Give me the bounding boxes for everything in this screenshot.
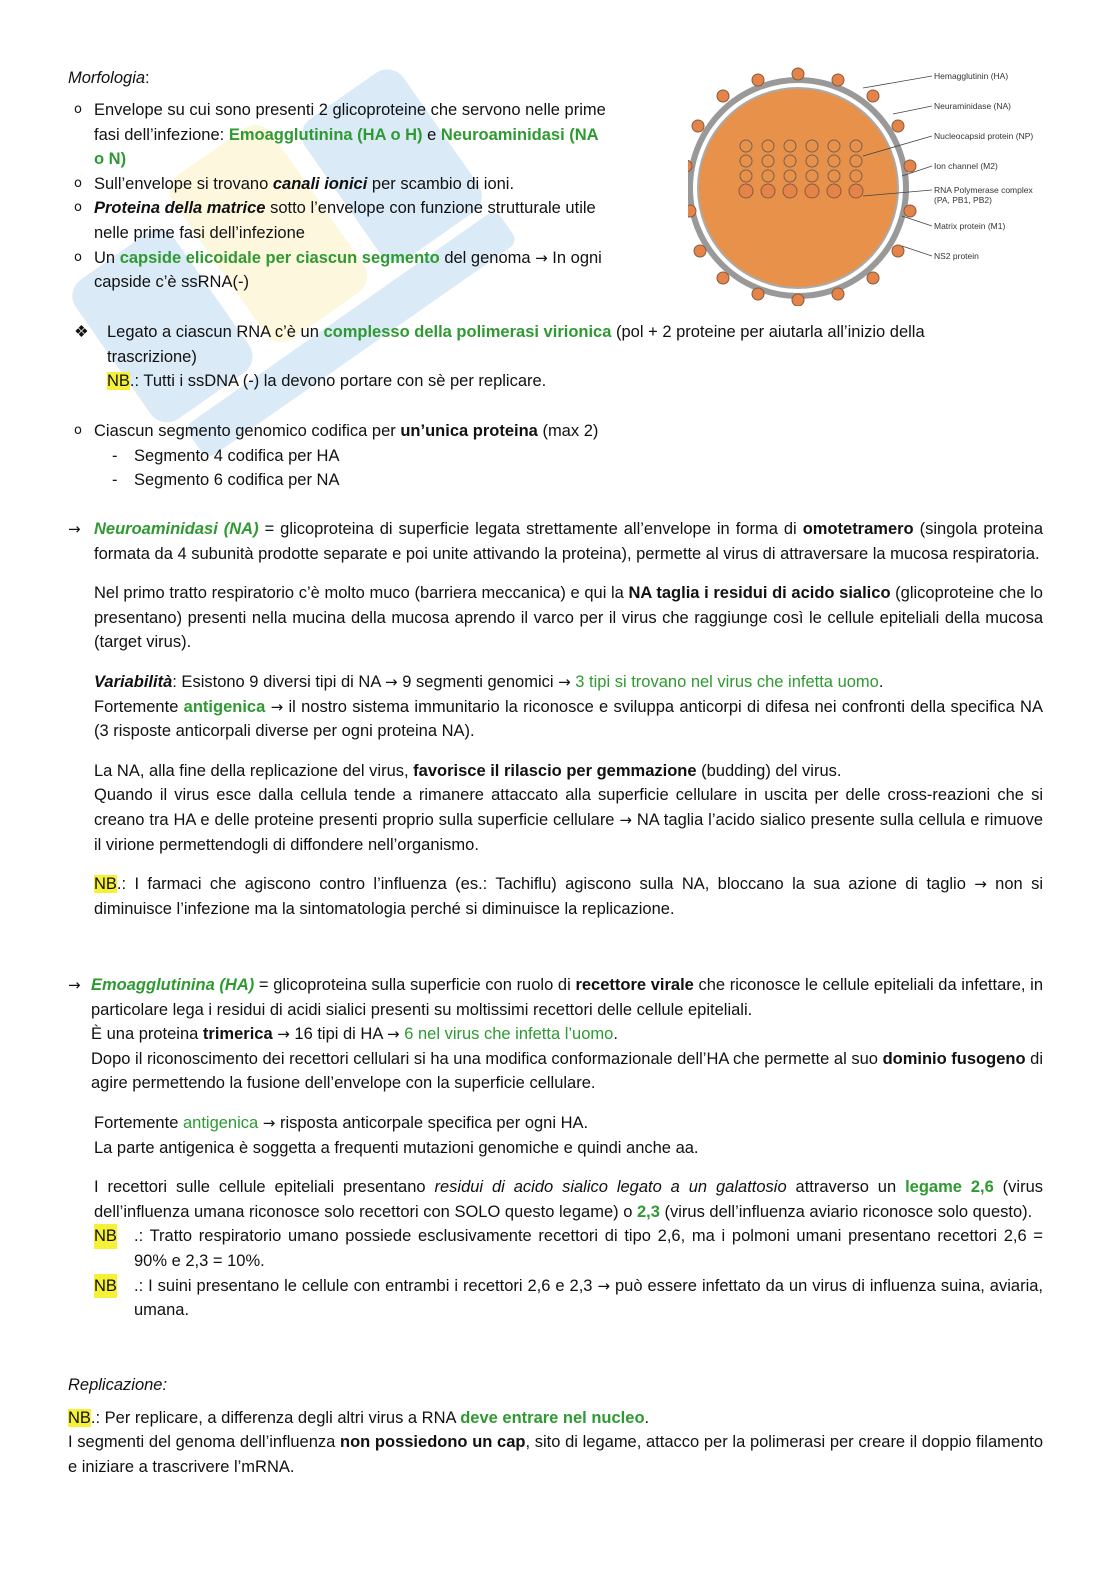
arrow-icon: → (68, 976, 81, 994)
virion-core (698, 88, 898, 288)
nb-highlight: NB (94, 875, 117, 894)
list-item: - Segmento 4 codifica per HA (112, 446, 340, 465)
polimerasi-block: ❖ Legato a ciascun RNA c’è un complesso della polimerasi virionica (pol + 2 proteine per aiutarla all’inizio della trascrizione) NB.: Tutti i ssDNA (-) la devono portare con sè per replicare. (74, 320, 1044, 394)
nb-highlight: NB (94, 1274, 117, 1299)
nb-highlight: NB (107, 372, 130, 391)
ha-title: Emoagglutinina (HA) (91, 976, 255, 994)
nb-highlight: NB (68, 1408, 91, 1427)
arrow-icon: → (68, 520, 81, 538)
morfologia-heading: Morfologia: (68, 69, 150, 87)
list-item: - Segmento 6 codifica per NA (112, 471, 340, 490)
replicazione-section: Replicazione: NB.: Per replicare, a differenza degli altri virus a RNA deve entrare nel nucleo. I segmenti del genoma dell’influenza non possiedono un cap, sito di legame, attacco per la polimerasi per creare il doppio filamento e iniziare a trascrivere l’mRNA. (68, 1373, 1043, 1479)
label-rna-polymerase: RNA Polymerase complex (934, 185, 1033, 195)
replicazione-heading: Replicazione: (68, 1376, 168, 1394)
na-title: Neuroaminidasi (NA) (94, 520, 259, 538)
influenza-virion-diagram (688, 66, 1048, 306)
na-section: → Neuroaminidasi (NA) = glicoproteina di superficie legata strettamente all’envelope in forma di omotetramero (singola proteina formata da 4 subunità prodotte separate e poi unite attivando la proteina), permette al virus di attraversare la mucosa respiratoria. Nel primo tratto respiratorio c’è molto muco (barriera meccanica) e qui la NA taglia i residui di acido sialico (glicoproteine che lo presentano) presenti nella mucina della mucosa aprendo il varco per il virus che raggiunge così le cellule epiteliali della mucosa (target virus). Variabilità: Esistono 9 diversi tipi di NA → 9 segmenti genomici → 3 tipi si trovano nel virus che infetta uomo. Fortemente antigenica → il nostro sistema immunitario la riconosce e sviluppa anticorpi di difesa nei confronti della specifica NA (3 risposte anticorpali diverse per ogni proteina NA). La NA, alla fine della replicazione del virus, favorisce il rilascio per gemmazione (budding) del virus. Quando il virus esce dalla cellula tende a rimanere attaccato alla superficie cellulare in uscita per delle cross-reazioni che si creano tra HA e delle proteine presenti proprio sulla superficie cellulare → NA taglia l’acido sialico presente sulla cellula e rimuove il virione permettendogli di diffondere nell’organismo. NB.: I farmaci che agiscono contro l’influenza (es.: Tachiflu) agiscono sulla NA, bloccano la sua azione di taglio → non si diminuisce l’infezione ma la sintomatologia perché si diminuisce la replicazione. (68, 517, 1043, 921)
nb-note: NB .: Tratto respiratorio umano possiede esclusivamente recettori di tipo 2,6, ma i polmoni umani presentano recettori 2,6 = 90% e 2,3 = 10%. (94, 1224, 1043, 1273)
segmenti-block (74, 419, 974, 493)
list-item: o Proteina della matrice sotto l’envelope con funzione strutturale utile nelle prime fasi dell’infezione (74, 199, 596, 242)
label-matrix-protein: Matrix protein (M1) (934, 221, 1006, 231)
label-ns2-protein: NS2 protein (934, 251, 979, 261)
list-item: o Sull’envelope si trovano canali ionici per scambio di ioni. (74, 174, 515, 193)
label-hemagglutinin: Hemagglutinin (HA) (934, 71, 1009, 81)
morfologia-list (74, 98, 674, 295)
list-item: o Ciascun segmento genomico codifica per un’unica proteina (max 2) (74, 422, 599, 440)
label-neuraminidase: Neuraminidase (NA) (934, 101, 1011, 111)
diamond-bullet-icon: ❖ (74, 323, 89, 341)
label-ion-channel: Ion channel (M2) (934, 161, 998, 171)
list-item: o Envelope su cui sono presenti 2 glicoproteine che servono nelle prime fasi dell’infezione: Emoagglutinina (HA o H) e Neuroaminidasi (NA o N) (74, 101, 606, 169)
label-nucleocapsid: Nucleocapsid protein (NP) (934, 131, 1034, 141)
list-item: o Un capside elicoidale per ciascun segmento del genoma → In ogni capside c’è ssRNA(-) (74, 248, 602, 292)
ha-section: → Emoagglutinina (HA) = glicoproteina sulla superficie con ruolo di recettore virale che riconosce le cellule epiteliali da infettare, in particolare lega i residui di acidi sialici presenti su moltissimi recettori delle cellule epiteliali. È una proteina trimerica → 16 tipi di HA → 6 nel virus che infetta l’uomo. Dopo il riconoscimento dei recettori cellulari si ha una modifica conformazionale dell’HA che permette al suo dominio fusogeno di agire permettendo la fusione dell’envelope con la superficie cellulare. Fortemente antigenica → risposta anticorpale specifica per ogni HA. La parte antigenica è soggetta a frequenti mutazioni genomiche e quindi anche aa. I recettori sulle cellule epiteliali presentano residui di acido sialico legato a un galattosio attraverso un legame 2,6 (virus dell’influenza umana riconosce solo recettori con SOLO questo legame) o 2,3 (virus dell’influenza aviario riconosce solo questo). NB .: Tratto respiratorio umano possiede esclusivamente recettori di tipo 2,6, ma i polmoni umani presentano recettori 2,6 = 90% e 2,3 = 10%. NB .: I suini presentano le cellule con entrambi i recettori 2,6 e 2,3 → può essere infettato da un virus di influenza suina, aviaria, umana. (68, 973, 1043, 1323)
label-rna-polymerase-sub: (PA, PB1, PB2) (934, 195, 992, 205)
nb-note: NB .: I suini presentano le cellule con entrambi i recettori 2,6 e 2,3 → può essere infettato da un virus di influenza suina, aviaria, umana. (94, 1274, 1043, 1323)
nb-highlight: NB (94, 1224, 117, 1249)
